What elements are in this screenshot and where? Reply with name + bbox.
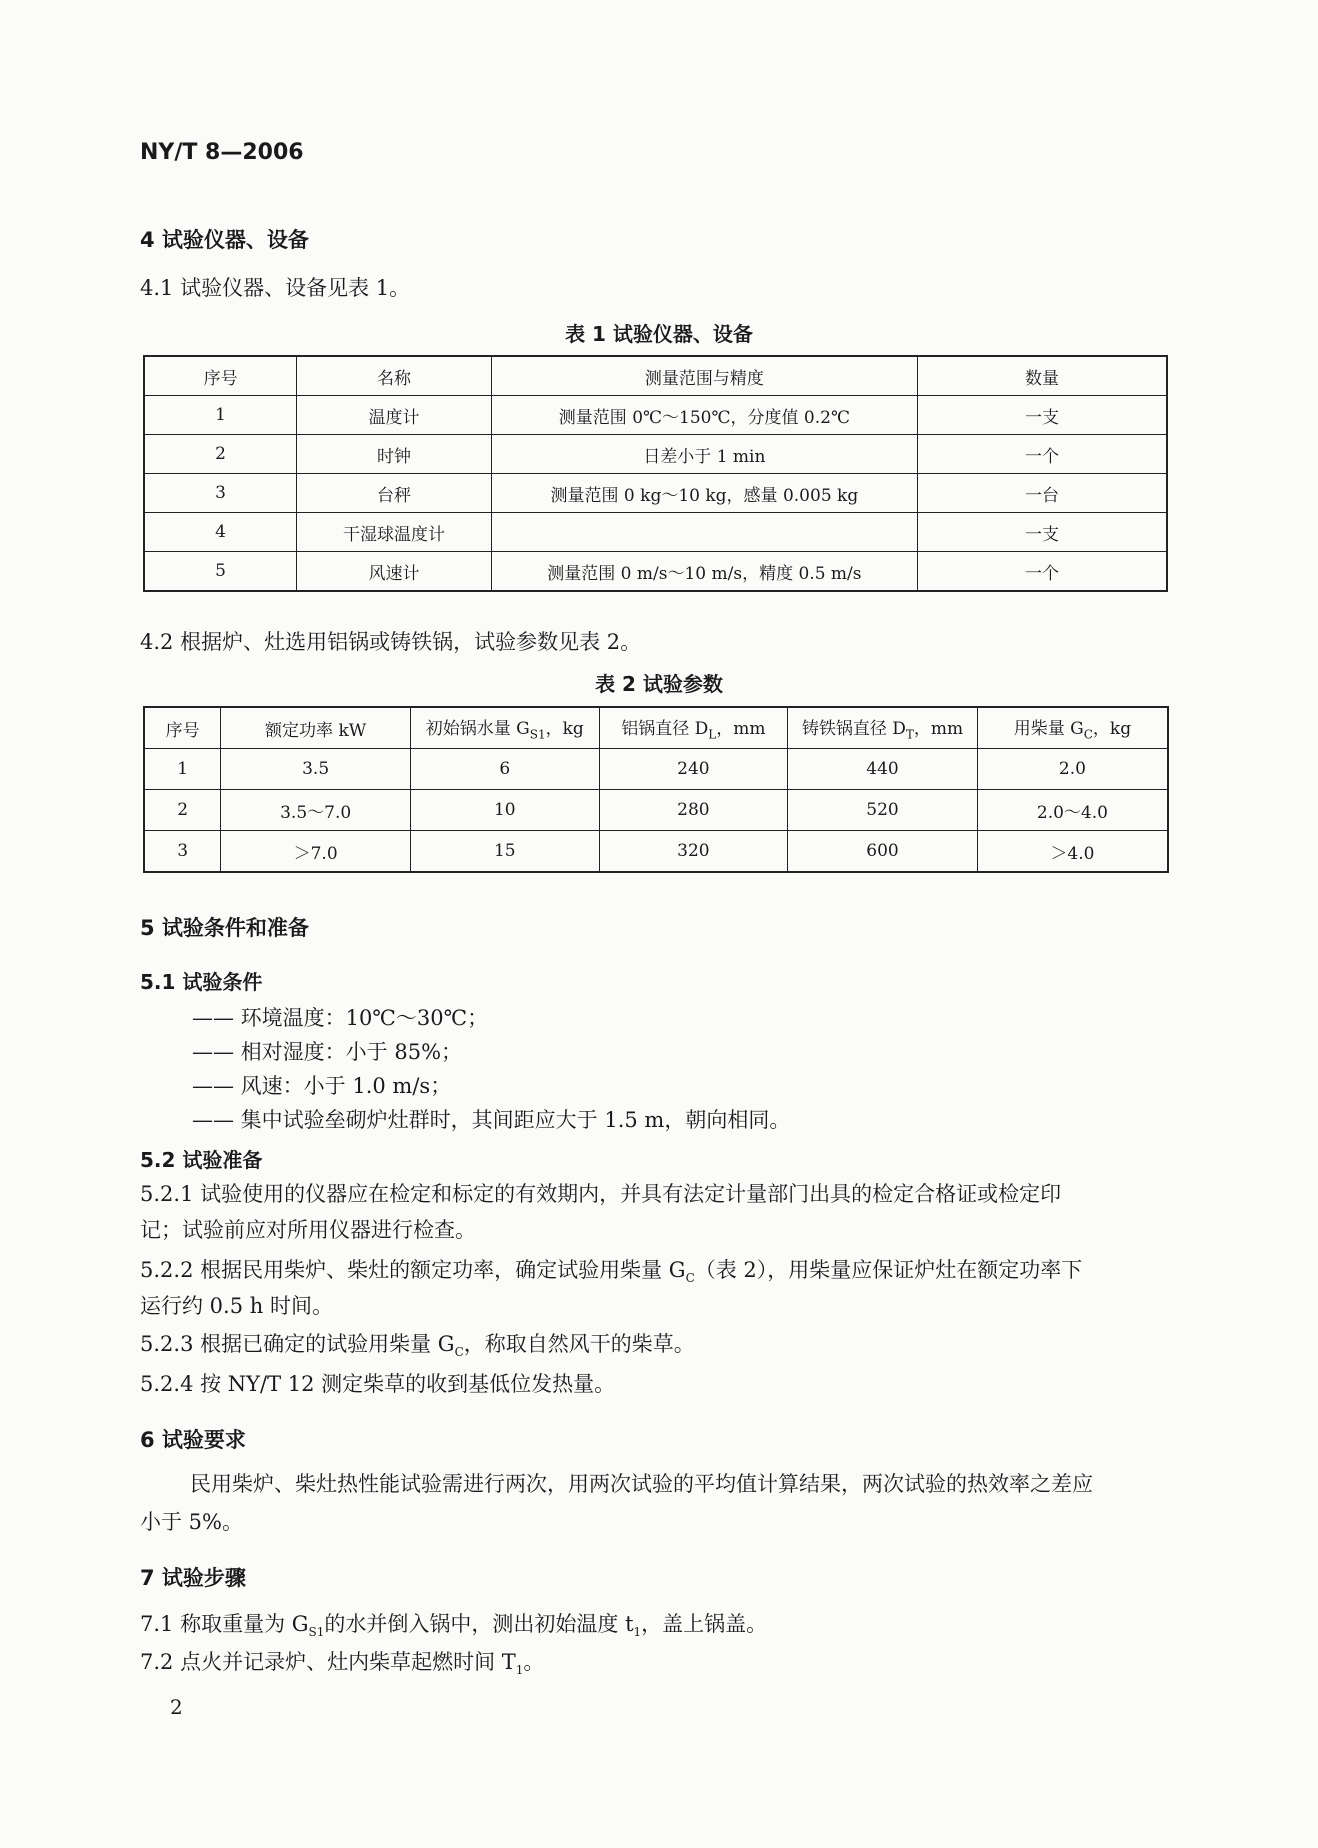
table-2-caption: 表 2 试验参数	[595, 672, 723, 696]
table-header-cell	[599, 707, 788, 749]
table-cell: 320	[599, 831, 788, 873]
para-7-2	[140, 1644, 544, 1688]
table-header-row	[144, 356, 1167, 396]
table-cell: 520	[788, 790, 978, 831]
para-4-1: 4.1 试验仪器、设备见表 1。	[140, 276, 411, 300]
table-cell: 1	[144, 749, 221, 790]
table-row	[144, 790, 1168, 831]
header-text: 用柴量 G	[1013, 719, 1084, 740]
table-cell: 440	[788, 749, 978, 790]
header-text: ，kg	[545, 719, 584, 740]
header-text: ，mm	[913, 719, 964, 740]
standard-number: NY/T 8—2006	[140, 140, 304, 165]
para-text: ，称取自然风干的柴草。	[463, 1332, 695, 1356]
header-text: 铸铁锅直径 D	[801, 719, 906, 740]
table-cell: 15	[410, 831, 599, 873]
para-5-2-4: 5.2.4 按 NY/T 12 测定柴草的收到基低位发热量。	[140, 1372, 616, 1396]
table-header-cell: 数量	[917, 356, 1167, 396]
table-cell: 3	[144, 474, 297, 513]
table-header-cell	[977, 707, 1168, 749]
subscript: S1	[308, 1625, 325, 1640]
table-row	[144, 831, 1168, 873]
table-cell: 2	[144, 435, 297, 474]
section-5-2-title: 5.2 试验准备	[140, 1148, 263, 1172]
para-5-2-1-line2: 记；试验前应对所用仪器进行检查。	[140, 1218, 476, 1242]
para-5-2-2-line2: 运行约 0.5 h 时间。	[140, 1294, 333, 1318]
section-6-title: 6 试验要求	[140, 1428, 246, 1452]
subscript: C	[685, 1271, 695, 1286]
table-cell: 6	[410, 749, 599, 790]
table-row	[144, 513, 1167, 552]
table-cell	[491, 513, 917, 552]
condition-item: —— 集中试验垒砌炉灶群时，其间距应大于 1.5 m，朝向相同。	[192, 1108, 791, 1132]
para-text: ，盖上锅盖。	[641, 1612, 768, 1636]
table-header-cell	[788, 707, 978, 749]
table-cell: 测量范围 0 kg～10 kg，感量 0.005 kg	[491, 474, 917, 513]
table-cell: 日差小于 1 min	[491, 435, 917, 474]
table-cell: 一支	[917, 396, 1167, 435]
table-cell: 3.5	[221, 749, 411, 790]
table-cell: 4	[144, 513, 297, 552]
section-4-title: 4 试验仪器、设备	[140, 228, 309, 252]
table-row	[144, 474, 1167, 513]
table-header-cell: 序号	[144, 707, 221, 749]
header-text: ，mm	[716, 719, 766, 740]
table-header-cell: 额定功率 kW	[221, 707, 411, 749]
table-cell: 2.0	[977, 749, 1168, 790]
subscript: L	[708, 727, 717, 742]
subscript: C	[1083, 727, 1093, 742]
table-cell: 测量范围 0 m/s～10 m/s，精度 0.5 m/s	[491, 552, 917, 592]
para-text: 5.2.3 根据已确定的试验用柴量 G	[140, 1332, 455, 1356]
table-cell: 一个	[917, 552, 1167, 592]
table-cell: 280	[599, 790, 788, 831]
table-cell: ＞7.0	[221, 831, 411, 873]
table-cell: 600	[788, 831, 978, 873]
subscript: 1	[515, 1663, 524, 1678]
para-5-2-3	[140, 1326, 695, 1370]
table-header-cell: 名称	[297, 356, 492, 396]
table-cell: 时钟	[297, 435, 492, 474]
table-header-cell: 序号	[144, 356, 297, 396]
page-number: 2	[170, 1695, 183, 1719]
table-cell: 2.0～4.0	[977, 790, 1168, 831]
table-cell: 3	[144, 831, 221, 873]
table-cell: 温度计	[297, 396, 492, 435]
para-4-2: 4.2 根据炉、灶选用铝锅或铸铁锅，试验参数见表 2。	[140, 630, 642, 654]
condition-item: —— 风速：小于 1.0 m/s；	[192, 1074, 452, 1098]
subscript: C	[454, 1345, 464, 1360]
table-cell: 240	[599, 749, 788, 790]
header-text: ，kg	[1092, 719, 1132, 740]
table-1	[143, 355, 1168, 592]
table-header-row	[144, 707, 1168, 749]
section-5-title: 5 试验条件和准备	[140, 916, 309, 940]
para-text: 5.2.2 根据民用柴炉、柴灶的额定功率，确定试验用柴量 G	[140, 1258, 686, 1282]
table-cell: 一个	[917, 435, 1167, 474]
para-6-line2: 小于 5%。	[140, 1510, 243, 1534]
table-header-cell	[410, 707, 599, 749]
subscript: S1	[529, 727, 546, 742]
section-7-title: 7 试验步骤	[140, 1566, 246, 1590]
table-cell: 一台	[917, 474, 1167, 513]
para-text: 7.1 称取重量为 G	[140, 1612, 309, 1636]
para-text: 。	[523, 1650, 545, 1674]
header-text: 初始锅水量 G	[425, 719, 530, 740]
condition-item: —— 相对湿度：小于 85%；	[192, 1040, 463, 1064]
table-1-caption: 表 1 试验仪器、设备	[565, 322, 753, 346]
para-text: 的水并倒入锅中，测出初始温度 t	[324, 1612, 634, 1636]
table-cell: 5	[144, 552, 297, 592]
table-cell: 干湿球温度计	[297, 513, 492, 552]
table-cell: 风速计	[297, 552, 492, 592]
table-row	[144, 749, 1168, 790]
section-5-1-title: 5.1 试验条件	[140, 970, 263, 994]
condition-item: —— 环境温度：10℃～30℃；	[192, 1006, 489, 1030]
header-text: 铝锅直径 D	[621, 719, 709, 740]
subscript: 1	[633, 1625, 642, 1640]
table-cell: 2	[144, 790, 221, 831]
subscript: T	[905, 727, 914, 742]
table-cell: 测量范围 0℃～150℃，分度值 0.2℃	[491, 396, 917, 435]
table-header-cell: 测量范围与精度	[491, 356, 917, 396]
table-cell: ＞4.0	[977, 831, 1168, 873]
para-text: 7.2 点火并记录炉、灶内柴草起燃时间 T	[140, 1650, 516, 1674]
para-6-line1: 民用柴炉、柴灶热性能试验需进行两次，用两次试验的平均值计算结果，两次试验的热效率之差应	[190, 1472, 1093, 1496]
para-text: （表 2），用柴量应保证炉灶在额定功率下	[694, 1258, 1083, 1282]
table-row	[144, 435, 1167, 474]
table-2	[143, 706, 1169, 873]
table-cell: 3.5～7.0	[221, 790, 411, 831]
table-cell: 台秤	[297, 474, 492, 513]
table-row	[144, 396, 1167, 435]
para-5-2-1-line1: 5.2.1 试验使用的仪器应在检定和标定的有效期内，并具有法定计量部门出具的检定合格证或检定印	[140, 1182, 1062, 1206]
table-cell: 10	[410, 790, 599, 831]
table-cell: 一支	[917, 513, 1167, 552]
table-cell: 1	[144, 396, 297, 435]
table-row	[144, 552, 1167, 592]
